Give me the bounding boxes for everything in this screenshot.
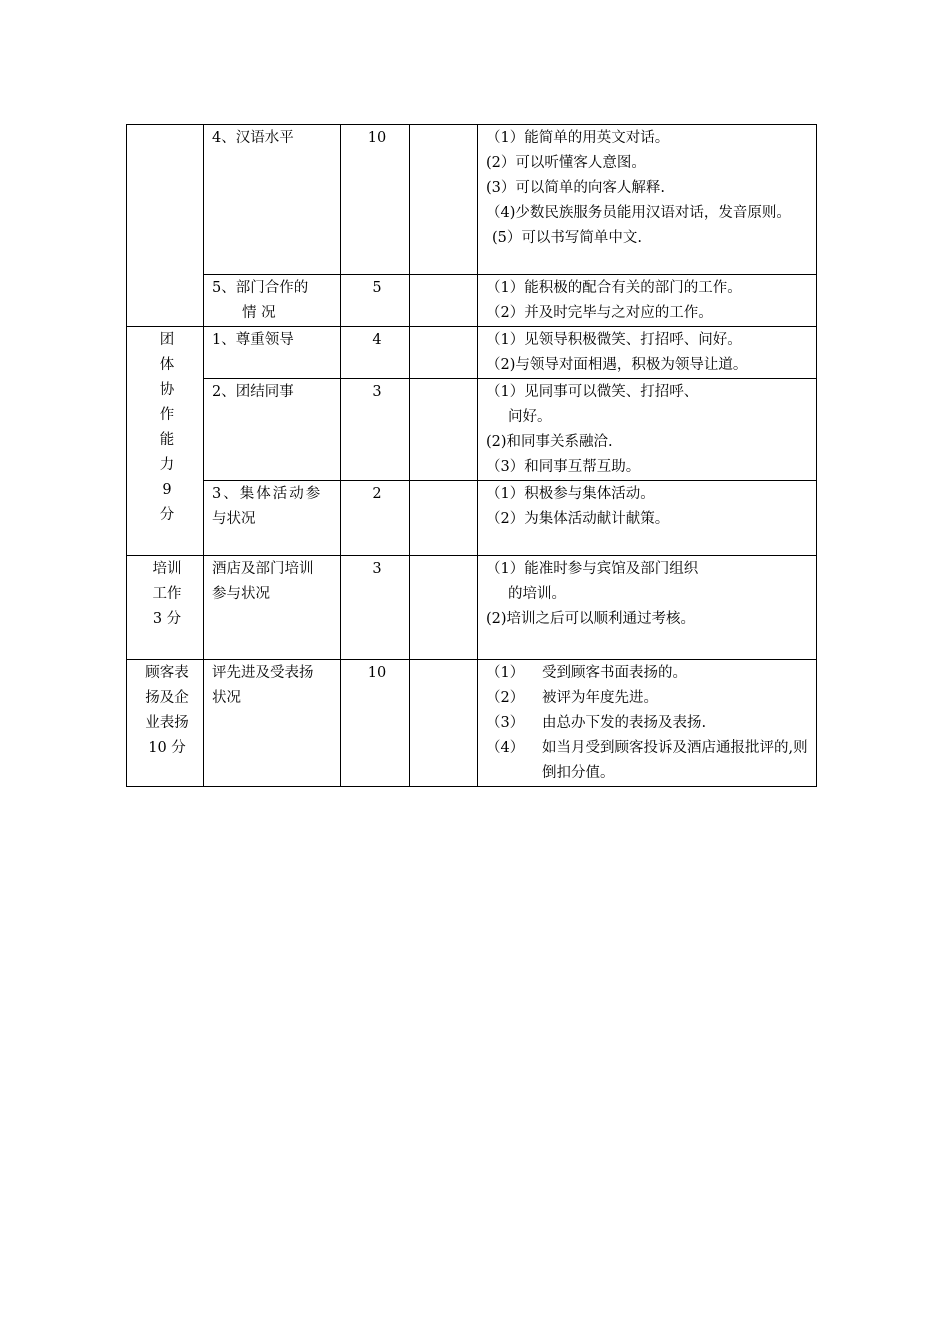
- item-label: 评先进及受表扬: [212, 665, 314, 681]
- table-row: [127, 125, 817, 275]
- category-char: 能: [159, 432, 175, 448]
- table-row: [127, 481, 817, 556]
- criteria-cell: [478, 379, 817, 481]
- blank-cell: [410, 379, 478, 481]
- criteria-line: [486, 711, 812, 736]
- category-line: 工作: [152, 586, 182, 602]
- criteria-line: [486, 686, 812, 711]
- blank-cell: [410, 481, 478, 556]
- criteria-line: （1）能积极的配合有关的部门的工作。: [486, 280, 742, 296]
- table-row: [127, 379, 817, 481]
- score-cell: [341, 660, 410, 787]
- score-value: 2: [372, 486, 382, 502]
- score-cell: [341, 125, 410, 275]
- item-label: 与状况: [212, 511, 256, 527]
- item-label: 状况: [212, 690, 241, 706]
- criteria-line: （2)与领导对面相遇，积极为领导让道。: [486, 357, 748, 373]
- criteria-line: （4)少数民族服务员能用汉语对话，发音原则。: [486, 205, 791, 221]
- score-cell: [341, 481, 410, 556]
- item-label: 参与状况: [212, 586, 270, 602]
- criteria-line: （2）为集体活动献计献策。: [486, 511, 670, 527]
- criteria-cell: [478, 556, 817, 660]
- item-cell: [204, 556, 341, 660]
- blank-cell: [410, 327, 478, 379]
- item-cell: [204, 379, 341, 481]
- item-label: 1、尊重领导: [212, 332, 294, 348]
- criteria-number: （2）: [486, 690, 525, 706]
- criteria-line: (5）可以书写简单中文.: [492, 230, 642, 246]
- criteria-text: 被评为年度先进。: [542, 690, 658, 706]
- blank-cell: [410, 125, 478, 275]
- criteria-line: (2）可以听懂客人意图。: [486, 155, 646, 171]
- category-char: 力: [159, 457, 175, 473]
- item-cell: [204, 327, 341, 379]
- criteria-text: 由总办下发的表扬及表扬.: [542, 715, 707, 731]
- category-cell-team: [127, 327, 204, 556]
- category-line: 10 分: [148, 740, 186, 756]
- criteria-cell: [478, 660, 817, 787]
- criteria-cell: [478, 275, 817, 327]
- score-cell: [341, 327, 410, 379]
- criteria-line: （1）积极参与集体活动。: [486, 486, 655, 502]
- criteria-line: [486, 736, 812, 786]
- criteria-number: （3）: [486, 715, 525, 731]
- item-label: 酒店及部门培训: [212, 561, 314, 577]
- category-line: 培训: [152, 561, 182, 577]
- score-cell: [341, 379, 410, 481]
- score-value: 4: [372, 332, 382, 348]
- category-char: 分: [159, 507, 175, 523]
- score-cell: [341, 556, 410, 660]
- category-char: 作: [159, 407, 175, 423]
- table-row: [127, 327, 817, 379]
- criteria-cell: [478, 327, 817, 379]
- evaluation-table: [126, 124, 817, 787]
- criteria-line: (3）可以简单的向客人解释.: [486, 180, 665, 196]
- criteria-line: 的培训。: [508, 586, 566, 602]
- category-line: 顾客表: [145, 665, 189, 681]
- category-char: 9: [162, 482, 172, 498]
- item-label: 2、团结同事: [212, 384, 294, 400]
- item-cell: [204, 660, 341, 787]
- criteria-line: （2）并及时完毕与之对应的工作。: [486, 305, 713, 321]
- item-label: 3、集体活动参: [212, 486, 323, 502]
- item-label: 5、部门合作的: [212, 280, 309, 296]
- score-value: 3: [372, 561, 382, 577]
- criteria-cell: [478, 125, 817, 275]
- score-cell: [341, 275, 410, 327]
- score-value: 10: [367, 665, 387, 681]
- criteria-line: （1）见领导积极微笑、打招呼、问好。: [486, 332, 742, 348]
- item-cell: [204, 481, 341, 556]
- category-line: 扬及企: [145, 690, 189, 706]
- category-cell-training: [127, 556, 204, 660]
- criteria-number: （4）: [486, 740, 525, 756]
- score-value: 3: [372, 384, 382, 400]
- criteria-line: [486, 661, 812, 686]
- item-label: 4、汉语水平: [212, 130, 294, 146]
- score-value: 5: [372, 280, 382, 296]
- blank-cell: [410, 556, 478, 660]
- category-char: 协: [159, 382, 175, 398]
- category-char: 体: [159, 357, 175, 373]
- criteria-number: （1）: [486, 665, 525, 681]
- item-cell: [204, 275, 341, 327]
- category-char: 团: [159, 332, 175, 348]
- table-row: [127, 660, 817, 787]
- category-line: 业表扬: [145, 715, 189, 731]
- criteria-cell: [478, 481, 817, 556]
- criteria-line: （1）能简单的用英文对话。: [486, 130, 670, 146]
- item-label: 情 况: [242, 305, 276, 321]
- blank-cell: [410, 660, 478, 787]
- criteria-text: 受到顾客书面表扬的。: [542, 665, 687, 681]
- criteria-line: （1）见同事可以微笑、打招呼、: [486, 384, 699, 400]
- blank-cell: [410, 275, 478, 327]
- criteria-line: （3）和同事互帮互助。: [486, 459, 641, 475]
- score-value: 10: [367, 130, 387, 146]
- item-cell: [204, 125, 341, 275]
- table-row: [127, 275, 817, 327]
- criteria-line: (2)培训之后可以顺利通过考核。: [486, 611, 696, 627]
- table-row: [127, 556, 817, 660]
- criteria-line: (2)和同事关系融洽.: [486, 434, 613, 450]
- criteria-text: 如当月受到顾客投诉及酒店通报批评的,则倒扣分值。: [542, 740, 808, 781]
- criteria-line: 问好。: [508, 409, 552, 425]
- criteria-line: （1）能准时参与宾馆及部门组织: [486, 561, 699, 577]
- category-line: 3 分: [152, 611, 182, 627]
- category-cell-empty: [127, 125, 204, 327]
- category-cell-praise: [127, 660, 204, 787]
